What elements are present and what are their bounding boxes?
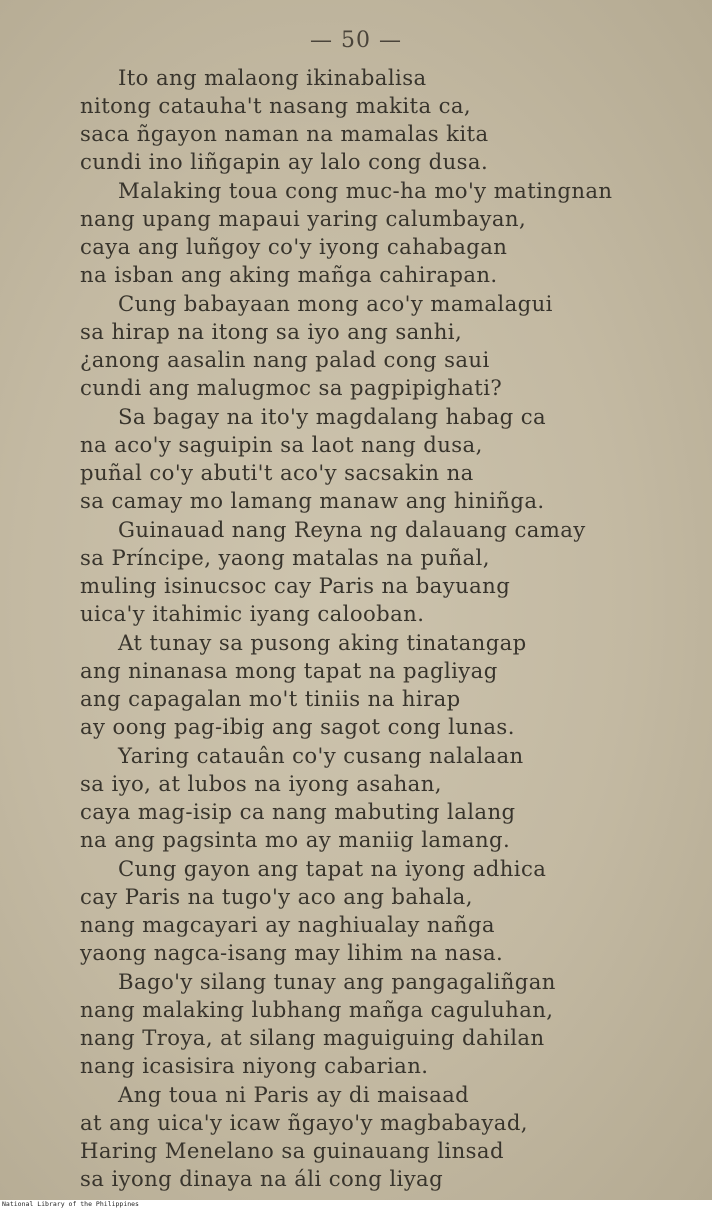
- verse-line: nang magcayari ay naghiualay nañga: [80, 912, 495, 937]
- verse-line: ¿anong aasalin nang palad cong saui: [80, 347, 490, 372]
- verse-line: Haring Menelano sa guinauang linsad: [80, 1138, 504, 1163]
- verse-line: cay Paris na tugo'y aco ang bahala,: [80, 884, 473, 909]
- library-credit: National Library of the Philippines: [2, 1200, 139, 1208]
- verse-line: caya mag-isip ca nang mabuting lalang: [80, 799, 516, 824]
- verse-line: nitong catauha't nasang makita ca,: [80, 93, 472, 118]
- poem-body: [80, 64, 700, 1194]
- verse-line: na aco'y saguipin sa laot nang dusa,: [80, 432, 483, 457]
- verse-line: at ang uica'y icaw ñgayo'y magbabayad,: [80, 1110, 528, 1135]
- verse-line: yaong nagca-isang may lihim na nasa.: [80, 940, 504, 965]
- stanza-1: [80, 64, 700, 176]
- verse-line: muling isinucsoc cay Paris na bayuang: [80, 573, 511, 598]
- stanza-6: [80, 629, 700, 741]
- verse-line: Yaring catauân co'y cusang nalalaan: [118, 743, 524, 768]
- verse-line: Malaking toua cong muc-ha mo'y matingnan: [118, 178, 613, 203]
- verse-line: puñal co'y abuti't aco'y sacsakin na: [80, 460, 474, 485]
- stanza-9: [80, 968, 700, 1080]
- verse-line: Sa bagay na ito'y magdalang habag ca: [118, 404, 547, 429]
- verse-line: nang icasisira niyong cabarian.: [80, 1053, 429, 1078]
- page-number: — 50 —: [310, 28, 402, 53]
- verse-line: nang upang mapaui yaring calumbayan,: [80, 206, 527, 231]
- stanza-8: [80, 855, 700, 967]
- stanza-5: [80, 516, 700, 628]
- verse-line: Cung babayaan mong aco'y mamalagui: [118, 291, 553, 316]
- verse-line: caya ang luñgoy co'y iyong cahabagan: [80, 234, 508, 259]
- verse-line: na ang pagsinta mo ay maniig lamang.: [80, 827, 511, 852]
- verse-line: Bago'y silang tunay ang pangagaliñgan: [118, 969, 556, 994]
- verse-line: Ang toua ni Paris ay di maisaad: [118, 1082, 470, 1107]
- verse-line: Guinauad nang Reyna ng dalauang camay: [118, 517, 586, 542]
- stanza-7: [80, 742, 700, 854]
- verse-line: Cung gayon ang tapat na iyong adhica: [118, 856, 547, 881]
- stanza-10: [80, 1081, 700, 1193]
- verse-line: ang ninanasa mong tapat na pagliyag: [80, 658, 498, 683]
- verse-line: sa hirap na itong sa iyo ang sanhi,: [80, 319, 463, 344]
- verse-line: At tunay sa pusong aking tinatangap: [118, 630, 527, 655]
- verse-line: uica'y itahimic iyang calooban.: [80, 601, 425, 626]
- verse-line: cundi ang malugmoc sa pagpipighati?: [80, 375, 503, 400]
- verse-line: sa iyo, at lubos na iyong asahan,: [80, 771, 442, 796]
- verse-line: saca ñgayon naman na mamalas kita: [80, 121, 489, 146]
- stanza-3: [80, 290, 700, 402]
- verse-line: nang Troya, at silang maguiguing dahilan: [80, 1025, 545, 1050]
- verse-line: sa camay mo lamang manaw ang hiniñga.: [80, 488, 545, 513]
- verse-line: cundi ino liñgapin ay lalo cong dusa.: [80, 149, 489, 174]
- verse-line: sa iyong dinaya na áli cong liyag: [80, 1166, 444, 1191]
- verse-line: nang malaking lubhang mañga caguluhan,: [80, 997, 554, 1022]
- scan-footer: [0, 1200, 712, 1208]
- verse-line: ay oong pag-ibig ang sagot cong lunas.: [80, 714, 515, 739]
- verse-line: Ito ang malaong ikinabalisa: [118, 65, 427, 90]
- verse-line: na isban ang aking mañga cahirapan.: [80, 262, 498, 287]
- stanza-2: [80, 177, 700, 289]
- verse-line: sa Príncipe, yaong matalas na puñal,: [80, 545, 490, 570]
- stanza-4: [80, 403, 700, 515]
- verse-line: ang capagalan mo't tiniis na hirap: [80, 686, 461, 711]
